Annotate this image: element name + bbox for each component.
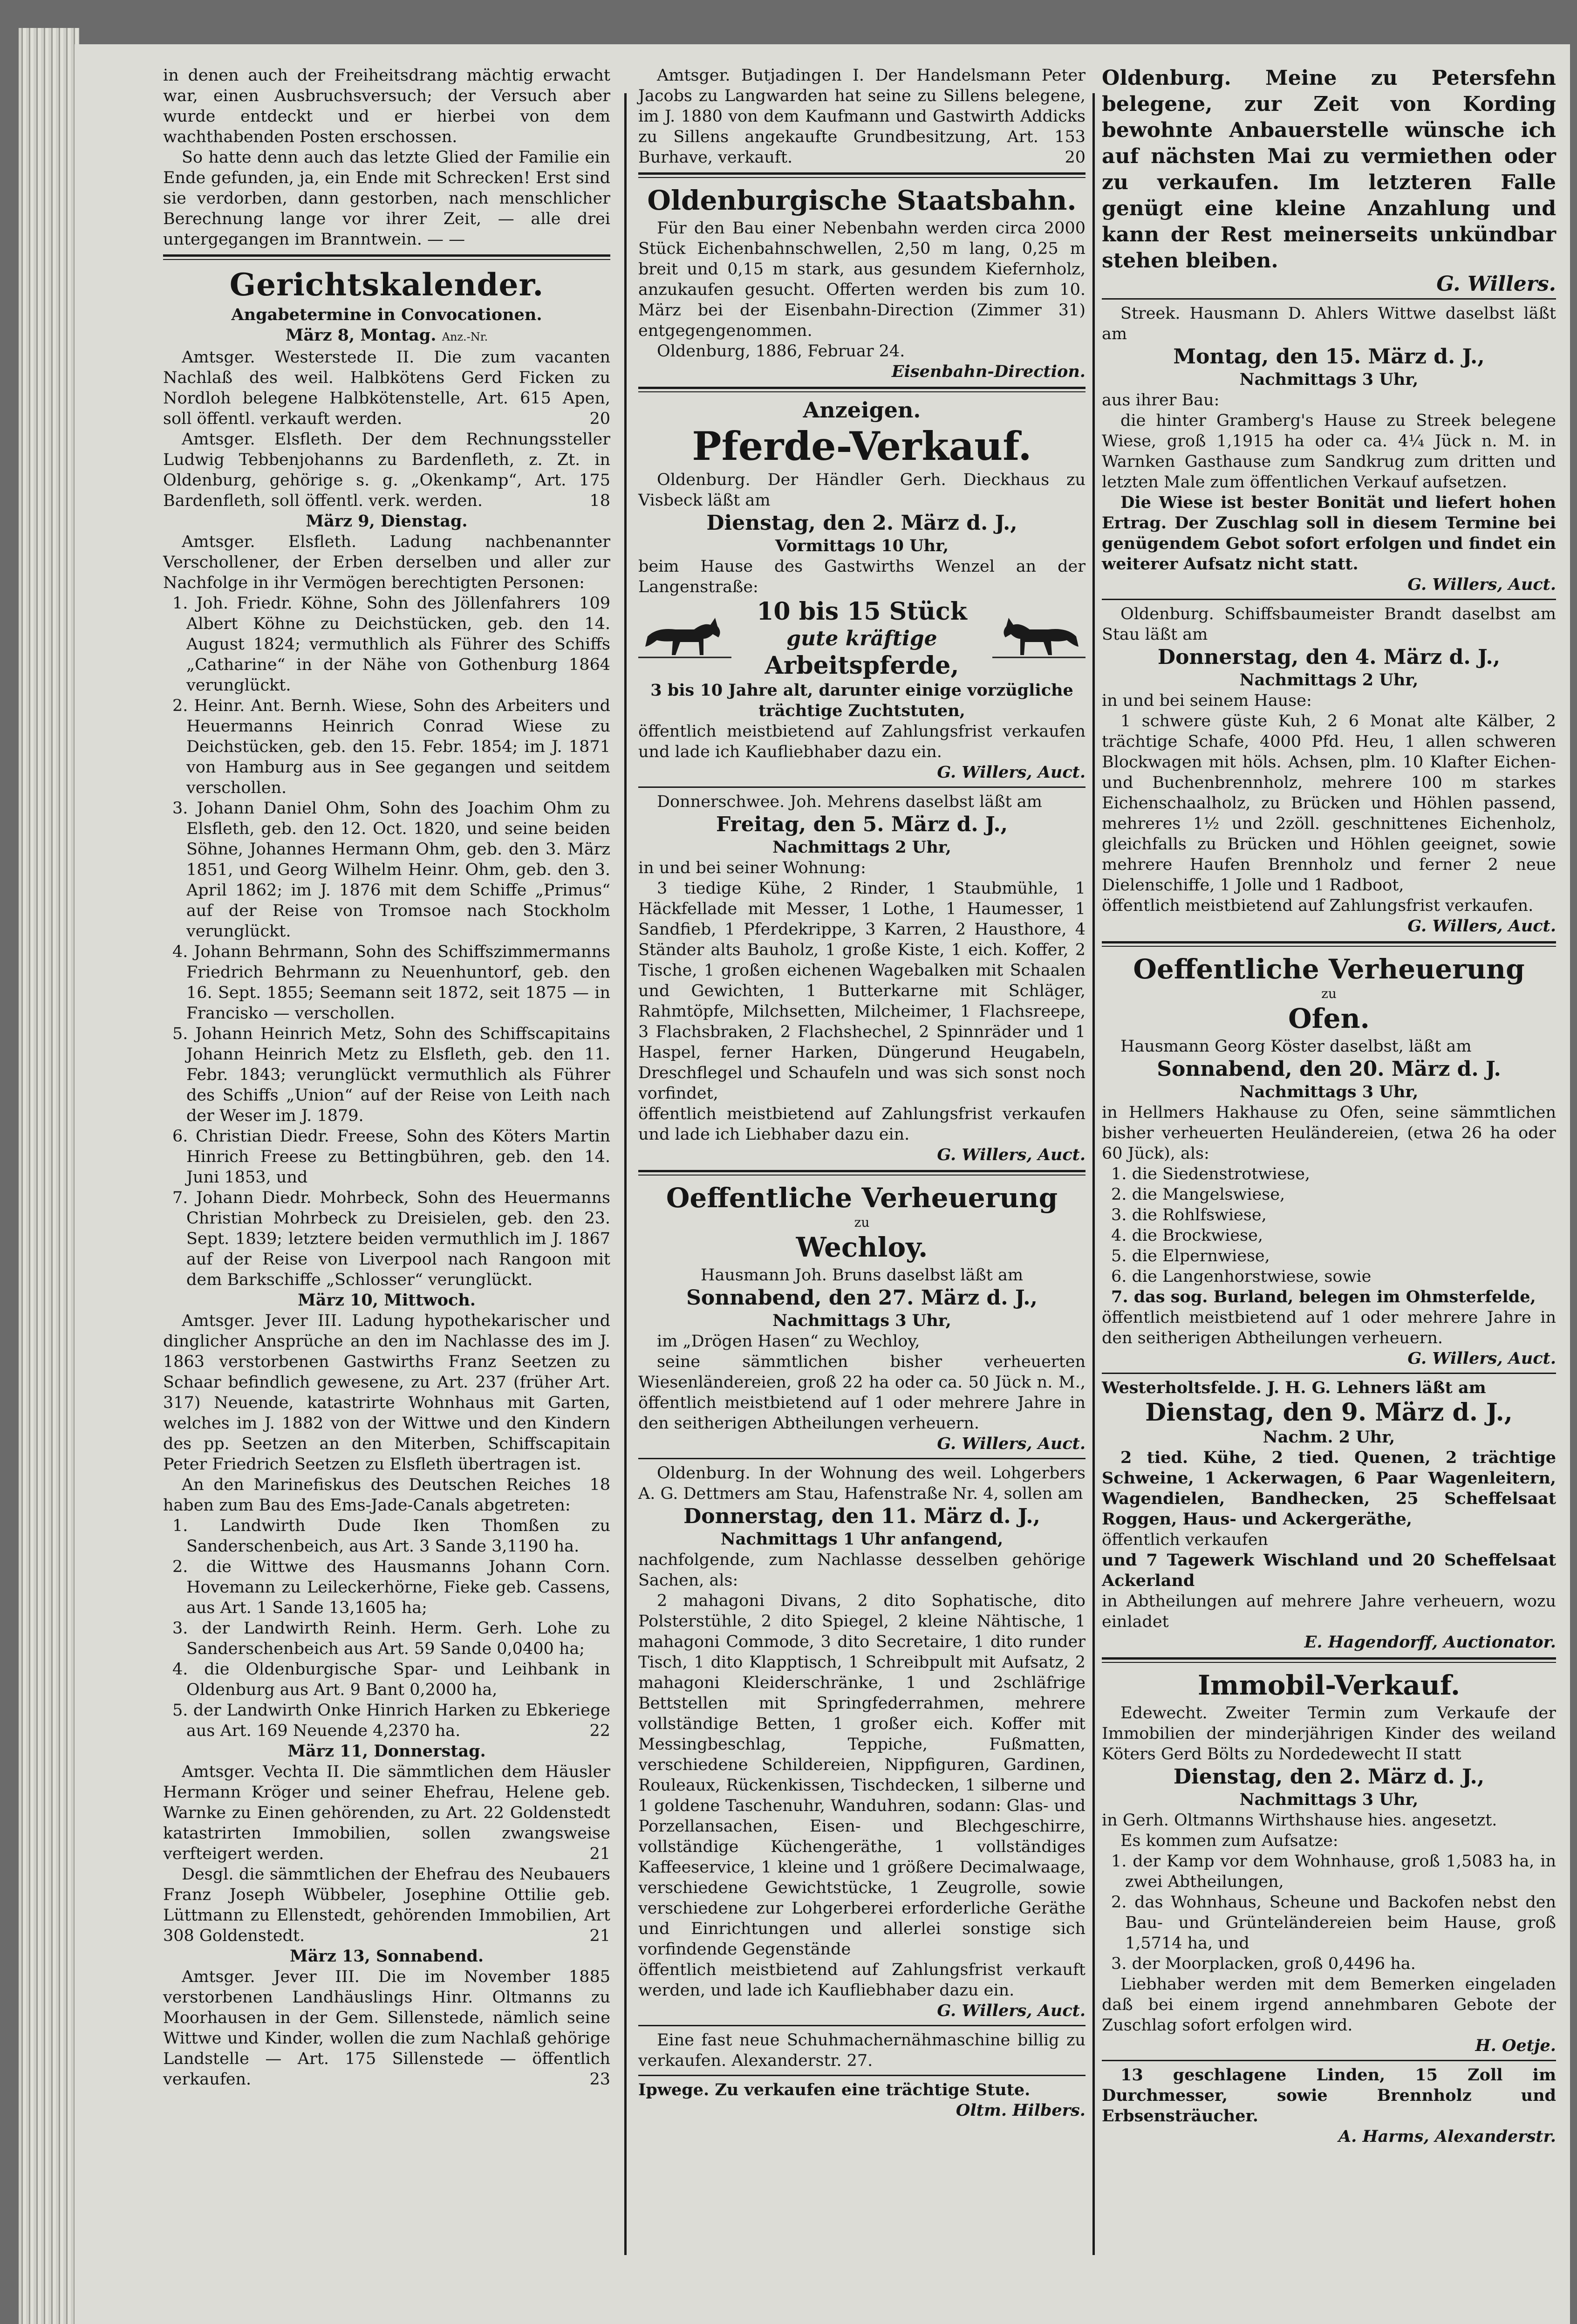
ad-text: und 7 Tagewerk Wischland und 20 Scheffelsaat Ackerland [1102, 1551, 1556, 1590]
ad-text: Streek. Hausmann D. Ahlers Wittwe daselbst läßt am [1102, 304, 1556, 343]
court-entry: Amtsger. Westerstede II. Die zum vacanten Nachlaß des weil. Halbkötens Gerd Ficken zu Nordloh belegene Halbkötenstelle, Art. 615 Apen, soll öffentl. verkauft werden. 20 [163, 348, 610, 428]
railway-title: Oldenburgische Staatsbahn. [647, 185, 1077, 216]
lease-zu: zu [1321, 986, 1337, 1001]
ad-text: Hausmann Joh. Bruns daselbst läßt am [700, 1266, 1024, 1285]
ad-text: 1 schwere güste Kuh, 2 6 Monat alte Kälber, 2 trächtige Schafe, 4000 Pfd. Heu, 1 allen schweren Blockwagen mit höls. Achsen, plm. 10 Klafter Eichen- und Buchenbrennholz, mehrere 100 m starkes Eichenschaalholz, zu Brücken und Höhlen passend, mehreres 1½ und 2zöll. geschnittenes Eichenholz, gleichfalls zu Brücken und Höhlen geeignet, sowie mehrere Haufen Brennholz und ferner 2 neue Dielenschiffe, 1 Jolle und 1 Radboot, [1102, 712, 1556, 895]
ad-time: Vormittags 10 Uhr, [775, 536, 949, 555]
ad-text: Hausmann Georg Köster daselbst, läßt am [1120, 1037, 1472, 1056]
lease-place: Ofen. [1288, 1003, 1370, 1034]
lease-place: Wechloy. [796, 1231, 928, 1263]
ad-date: Donnerstag, den 11. März d. J., [683, 1504, 1040, 1528]
ad-highlight: Arbeitspferde, [765, 651, 959, 680]
ad-date: Montag, den 15. März d. J., [1173, 345, 1485, 369]
ad-text: in Abtheilungen auf mehrere Jahre verheuern, wozu einladet [1102, 1592, 1556, 1631]
ad-text: öffentlich verkaufen [1102, 1531, 1268, 1549]
anz-nr-label: Anz.-Nr. [442, 330, 488, 343]
court-entry: Amtsger. Elsfleth. Der dem Rechnungssteller Ludwig Tebbenjohanns zu Bardenfleth, z. Zt. in Oldenburg, gehörige s. g. „Okenkamp“, Art. 175 Bardenfleth, soll öffentl. verk. werden. 18 [163, 430, 610, 510]
ad-text: Ipwege. Zu verkaufen eine trächtige Stute. Oltm. Hilbers. [638, 2080, 1085, 2120]
ad-signature: G. Willers. [1436, 272, 1556, 296]
auctioneer-signature: E. Hagendorff, Auctionator. [1304, 1633, 1556, 1652]
ad-date: Sonnabend, den 27. März d. J., [686, 1286, 1038, 1310]
court-entry: Amtsger. Elsfleth. Ladung nachbenannter Verschollener, der Erben derselben und aller zur Nachfolge in ihr Vermögen berechtigten Personen: 109 [163, 533, 610, 613]
ad-text: Es kommen zum Aufsatze: [1120, 1832, 1338, 1850]
ad-text: Oldenburg. In der Wohnung des weil. Lohgerbers A. G. Dettmers am Stau, Hafenstraße Nr. 4, sollen am [638, 1464, 1085, 1503]
section-rule [1102, 941, 1556, 947]
auctioneer-signature: G. Willers, Auct. [1407, 1349, 1556, 1368]
ads-heading: Anzeigen. [803, 397, 921, 423]
list-item: 1. Landwirth Dude Iken Thomßen zu Sanderschenbeich, aus Art. 3 Sande 3,1190 ha. [172, 1517, 610, 1556]
ad-text: Oldenburg. Schiffsbaumeister Brandt daselbst am Stau läßt am [1102, 605, 1556, 644]
ad-date: Dienstag, den 2. März d. J., [1173, 1765, 1485, 1789]
list-item: 1. Joh. Friedr. Köhne, Sohn des Jöllenfahrers Albert Köhne zu Deichstücken, geb. den 14. August 1824; vermuthlich als Führer des Schiffs „Catharine“ in der Nähe von Gothenburg 1864 verunglückt. [172, 594, 610, 695]
column-1 [163, 65, 610, 2090]
ad-text: Die Wiese ist bester Bonität und liefert hohen Ertrag. Der Zuschlag soll in diesem Termine bei genügendem Gebot sofort erfolgen und findet ein weiterer Aufsatz nicht statt. [1102, 493, 1556, 574]
date-heading: März 13, Sonnabend. [289, 1947, 484, 1966]
ad-rule [1102, 2060, 1556, 2061]
ad-text: im „Drögen Hasen“ zu Wechloy, [657, 1332, 920, 1351]
date-heading: März 9, Dienstag. [306, 512, 468, 531]
horse-sale-title: Pferde-Verkauf. [692, 423, 1032, 469]
intro-paragraph-2: So hatte denn auch das letzte Glied der Familie ein Ende gefunden, ja, ein Ende mit Schrecken! Erst sind sie verdorben, dann gestorben, nach menschlicher Berechnung lange vor ihrer Zeit, — alle drei untergegangen im Branntwein. — — [163, 148, 610, 249]
section-rule [1102, 1657, 1556, 1663]
ad-text: Edewecht. Zweiter Termin zum Verkaufe der Immobilien der minderjährigen Kinder des weiland Köters Gerd Bölts zu Nordedewecht II statt [1102, 1704, 1556, 1764]
section-rule [638, 387, 1085, 392]
ad-text: Westerholtsfelde. J. H. G. Lehners läßt am [1102, 1378, 1486, 1397]
court-entry: An den Marinefiskus des Deutschen Reiches haben zum Bau des Ems-Jade-Canals abgetreten: [163, 1476, 571, 1515]
date-heading: März 10, Mittwoch. [298, 1291, 476, 1310]
ad-highlight: gute kräftige [786, 627, 937, 650]
ad-text: in Hellmers Hakhause zu Ofen, seine sämmtlichen bisher verheuerten Heuländereien, (etwa 26 ha oder 60 Jück), als: [1102, 1103, 1556, 1163]
lease-title: Oeffentliche Verheuerung [1133, 953, 1525, 985]
list-item: 3. Johann Daniel Ohm, Sohn des Joachim Ohm zu Elsfleth, geb. den 12. Oct. 1820, und seine beiden Söhne, Johannes Hermann Ohm, geb. den 3. März 1851, und Georg Wilhelm Heinr. Ohm, geb. den 3. April 1862; im J. 1876 mit dem Schiffe „Primus“ auf der Reise von Tromsoe nach Stockholm verunglückt. [172, 799, 610, 941]
list-item: 3. der Landwirth Reinh. Herm. Gerh. Lohe zu Sanderschenbeich aus Art. 59 Sande 0,0400 ha; [172, 1619, 610, 1658]
ad-time: Nachmittags 2 Uhr, [1239, 670, 1419, 690]
ad-text: öffentlich meistbietend auf Zahlungsfrist verkaufen und lade ich Liebhaber dazu ein. [638, 1105, 1085, 1144]
ad-time: Nachmittags 3 Uhr, [772, 1311, 951, 1330]
section-rule [638, 172, 1085, 178]
list-item: 1. die Siedenstrotwiese, [1111, 1165, 1311, 1183]
list-item: 2. Heinr. Ant. Bernh. Wiese, Sohn des Arbeiters und Heuermanns Heinrich Conrad Wiese zu Deichstücken, geb. den 15. Febr. 1854; im J. 1871 von Hamburg aus in See gegangen und seitdem verschollen. [172, 697, 610, 797]
auctioneer-signature: G. Willers, Auct. [1407, 916, 1556, 936]
column-divider-1 [624, 93, 627, 2255]
ad-text: die hinter Gramberg's Hause zu Streek belegene Wiese, groß 1,1915 ha oder ca. 4¼ Jück n. M. in Warnken Gasthause zum Sandkrug zum dritten und letzten Male zum öffentlichen Verkauf aufsetzen. [1102, 411, 1556, 492]
ad-text: in Gerh. Oltmanns Wirthshause hies. angesetzt. [1102, 1811, 1497, 1830]
list-item: 1. der Kamp vor dem Wohnhause, groß 1,5083 ha, in zwei Abtheilungen, [1111, 1852, 1556, 1891]
ad-text: 2 mahagoni Divans, 2 dito Sophatische, dito Polsterstühle, 2 dito Spiegel, 2 kleine Nähtische, 1 mahagoni Commode, 3 dito Secretaire, 1 dito runder Tisch, 1 dito Klapptisch, 1 Schreibpult mit Aufsatz, 2 mahagoni Kleiderschränke, 1 und 2schläfrige Bettstellen mit Springfederrahmen, mehrere vollständige Betten, 1 großer eich. Koffer mit Messingbeschlag, Teppiche, Fußmatten, verschiedene Schildereien, Nippfiguren, Gardinen, Rouleaux, Rückenkissen, Tischdecken, 1 silberne und 1 goldene Taschenuhr, Wanduhren, sodann: Glas- und Porzellansachen, Eisen- und Blechgeschirre, vollständige Küchengeräthe, 1 vollständiges Kaffeeservice, 1 kleine und 1 größere Decimalwaage, verschiedene Gewichtstücke, 1 Zeugrolle, sowie verschiedene zur Lohgerberei erforderliche Geräthe und Einrichtungen und allerlei sonstige sich vorfindende Gegenstände [638, 1592, 1085, 1959]
list-item: 7. das sog. Burland, belegen im Ohmsterfelde, [1111, 1287, 1536, 1306]
court-entry: Amtsger. Jever III. Ladung hypothekarischer und dinglicher Ansprüche an den im Nachlasse des im J. 1863 verstorbenen Gastwirths Franz Seetzen zu Schaar befindlich gewesene, zu Art. 237 (früher Art. 317) Neuende, katastrirte Wohnhaus mit Garten, welches im J. 1882 von der Wittwe und den Kindern des pp. Seetzen an den Miterben, Schiffscapitain Peter Friedrich Seetzen zu Elsfleth übertragen ist. 18 [163, 1312, 610, 1494]
list-item: 3. die Rohlfswiese, [1111, 1206, 1267, 1224]
ad-signature: A. Harms, Alexanderstr. [1338, 2127, 1556, 2146]
list-item: 7. Johann Diedr. Mohrbeck, Sohn des Heuermanns Christian Mohrbeck zu Dreisielen, geb. den 23. Sept. 1839; letztere beiden vermuthlich im J. 1867 auf der Reise von Liverpool nach Rangoon mit dem Barkschiffe „Schlosser“ verunglückt. [172, 1189, 610, 1289]
ad-text: öffentlich meistbietend auf Zahlungsfrist verkauft werden, und lade ich Kaufliebhaber dazu ein. [638, 1961, 1085, 2000]
ad-text: öffentlich meistbietend auf Zahlungsfrist verkaufen und lade ich Kaufliebhaber dazu ein. [638, 722, 1085, 761]
auctioneer-signature: G. Willers, Auct. [937, 1434, 1085, 1453]
auctioneer-signature: G. Willers, Auct. [937, 763, 1085, 782]
railway-signature: Eisenbahn-Direction. [891, 362, 1085, 381]
ad-rule [638, 1458, 1085, 1459]
lease-title: Oeffentliche Verheuerung [666, 1182, 1058, 1214]
ad-rule [638, 786, 1085, 788]
book-spine [19, 28, 79, 2324]
date-heading: März 11, Donnerstag. [287, 1742, 486, 1761]
list-item: 5. der Landwirth Onke Hinrich Harken zu Ebkeriege aus Art. 169 Neuende 4,2370 ha. 22 [172, 1701, 610, 1740]
list-item: 6. Christian Diedr. Freese, Sohn des Köters Martin Hinrich Freese zu Bettingbühren, geb. den 14. Juni 1853, und [172, 1127, 610, 1187]
column-divider-2 [1092, 93, 1095, 2255]
court-entry: Amtsger. Butjadingen I. Der Handelsmann Peter Jacobs zu Langwarden hat seine zu Sillens belegene, im J. 1880 von dem Kaufmann und Gastwirth Addicks zu Sillens angekaufte Grundbesitzung, Art. 153 Burhave, verkauft. 20 [638, 66, 1085, 167]
ad-time: Nachm. 2 Uhr, [1263, 1428, 1395, 1447]
ad-rule [1102, 298, 1556, 300]
list-item: 2. die Mangelswiese, [1111, 1185, 1285, 1204]
ad-text: Liebhaber werden mit dem Bemerken eingeladen daß bei einem irgend annehmbaren Gebote der Zuschlag sofort erfolgen wird. [1102, 1975, 1556, 2035]
horse-icon [638, 613, 731, 664]
ad-text: 13 geschlagene Linden, 15 Zoll im Durchmesser, sowie Brennholz und Erbsensträucher. [1102, 2065, 1556, 2126]
lease-zu: zu [854, 1215, 870, 1230]
list-item: 4. Johann Behrmann, Sohn des Schiffszimmermanns Friedrich Behrmann zu Neuenhuntorf, geb. den 16. Sept. 1855; Seemann seit 1872, seit 1875 — in Francisko — verschollen. [172, 943, 610, 1023]
list-item: 3. der Moorplacken, groß 0,4496 ha. [1111, 1955, 1416, 1973]
ad-text: in und bei seiner Wohnung: [638, 859, 866, 877]
column-3 [1102, 65, 1556, 2147]
ad-text: öffentlich meistbietend auf 1 oder mehrere Jahre in den seitherigen Abtheilungen verheuern. [1102, 1308, 1556, 1347]
ad-date: Freitag, den 5. März d. J., [716, 813, 1008, 836]
ad-highlight: 10 bis 15 Stück [757, 597, 967, 626]
auctioneer-signature: G. Willers, Auct. [1407, 575, 1556, 594]
column-2 [638, 65, 1085, 2121]
horse-ad-box [757, 597, 967, 680]
section-rule [638, 1170, 1085, 1176]
court-entry: Desgl. die sämmtlichen der Ehefrau des Neubauers Franz Joseph Wübbeler, Josephine Ottilie geb. Lüttmann zu Ellenstedt, gehörenden Immobilien, Art 308 Goldenstedt. 21 [163, 1865, 610, 1945]
list-item: 5. die Elpernwiese, [1111, 1247, 1270, 1265]
court-entry: Amtsger. Jever III. Die im November 1885 verstorbenen Landhäuslings Hinr. Oltmanns zu Moorhausen in der Gem. Sillenstede, nämlich seine Wittwe und Kinder, wollen die zum Nachlaß gehörige Landstelle — Art. 175 Sillenstede — öffentlich verkaufen. 23 [163, 1968, 610, 2089]
ad-text: Donnerschwee. Joh. Mehrens daselbst läßt am [657, 793, 1042, 811]
railway-text: Für den Bau einer Nebenbahn werden circa 2000 Stück Eichenbahnschwellen, 2,50 m lang, 0,25 m breit und 0,15 m stark, aus gesundem Kiefernholz, anzukaufen gesucht. Offerten werden bis zum 10. März bei der Eisenbahn-Direction (Zimmer 31) entgegengenommen. [638, 219, 1085, 340]
section-subtitle: Angabetermine in Convocationen. [231, 305, 542, 324]
ad-text: 2 tied. Kühe, 2 tied. Quenen, 2 trächtige Schweine, 1 Ackerwagen, 6 Paar Wagenleitern, Wagendielen, Bandhecken, 25 Scheffelsaat Roggen, Haus- und Ackergeräthe, [1102, 1448, 1556, 1529]
ad-text: seine sämmtlichen bisher verheuerten Wiesenländereien, groß 22 ha oder ca. 50 Jück n. M., öffentlich meistbietend auf 1 oder mehrere Jahre in den seitherigen Abtheilungen verheuern. [638, 1353, 1085, 1433]
court-entry: Amtsger. Vechta II. Die sämmtlichen dem Häusler Hermann Kröger und seiner Ehefrau, Helene geb. Warnke zu Einen gehörenden, zu Art. 22 Goldenstedt katastrirten Immobilien, sollen zwangsweise verfteigert werden. 21 [163, 1763, 610, 1863]
ad-date: Donnerstag, den 4. März d. J., [1157, 645, 1501, 669]
ad-date: Sonnabend, den 20. März d. J. [1157, 1057, 1501, 1081]
ad-time: Nachmittags 3 Uhr, [1239, 1082, 1419, 1101]
horse-illustration-row [638, 597, 1085, 680]
railway-date: Oldenburg, 1886, Februar 24. [657, 342, 905, 361]
list-item: 4. die Oldenburgische Spar- und Leihbank in Oldenburg aus Art. 9 Bant 0,2000 ha, [172, 1660, 610, 1699]
horse-icon [992, 613, 1085, 664]
auctioneer-signature: G. Willers, Auct. [937, 1145, 1085, 1164]
ad-text: Oldenburg. Der Händler Gerh. Dieckhaus zu Visbeck läßt am [638, 471, 1085, 510]
rental-ad: Oldenburg. Meine zu Petersfehn belegene, zur Zeit von Kording bewohnte Anbauerstelle wünsche ich auf nächsten Mai zu vermiethen oder zu verkaufen. Im letzteren Falle genügt eine kleine Anzahlung und kann der Rest meinerseits unkündbar stehen bleiben. [1102, 66, 1556, 273]
ad-rule [638, 2025, 1085, 2026]
auctioneer-signature: G. Willers, Auct. [937, 2001, 1085, 2020]
list-item: 2. die Wittwe des Hausmanns Johann Corn. Hovemann zu Leileckerhörne, Fieke geb. Cassens, aus Art. 1 Sande 13,1605 ha; [172, 1558, 610, 1617]
ad-text: aus ihrer Bau: [1102, 391, 1220, 410]
ad-time: Nachmittags 2 Uhr, [772, 838, 951, 857]
intro-paragraph: in denen auch der Freiheitsdrang mächtig erwacht war, einen Ausbruchsversuch; der Versuch aber wurde entdeckt und er hierbei von dem wachthabenden Posten erschossen. [163, 66, 610, 146]
ad-date: Dienstag, den 9. März d. J., [1145, 1398, 1513, 1427]
list-item: 5. Johann Heinrich Metz, Sohn des Schiffscapitains Johann Heinrich Metz zu Elsfleth, geb. den 11. Febr. 1843; verunglückt vermuthlich als Führer des Schiffs „Union“ auf der Reise von Leith nach der Weser im J. 1879. [172, 1025, 610, 1125]
date-heading: März 8, Montag. Anz.-Nr. [285, 326, 488, 345]
ad-time: Nachmittags 3 Uhr, [1239, 370, 1419, 389]
ad-text: 3 bis 10 Jahre alt, darunter einige vorzügliche trächtige Zuchtstuten, [650, 681, 1073, 720]
ad-rule [1102, 599, 1556, 600]
ad-date: Dienstag, den 2. März d. J., [706, 511, 1017, 535]
ad-signature: H. Oetje. [1475, 2036, 1556, 2055]
ad-text: beim Hause des Gastwirths Wenzel an der Langenstraße: [638, 557, 1085, 596]
list-item: 2. das Wohnhaus, Scheune und Backofen nebst den Bau- und Grünteländereien beim Hause, groß 1,5714 ha, und [1111, 1893, 1556, 1953]
ad-text: in und bei seinem Hause: [1102, 691, 1312, 710]
property-sale-title: Immobil-Verkauf. [1197, 1669, 1461, 1701]
section-rule [163, 254, 610, 260]
ad-text: nachfolgende, zum Nachlasse desselben gehörige Sachen, als: [638, 1551, 1085, 1590]
ad-text: öffentlich meistbietend auf Zahlungsfrist verkaufen. [1102, 896, 1534, 915]
ad-rule [638, 2075, 1085, 2076]
ad-time: Nachmittags 1 Uhr anfangend, [720, 1530, 1004, 1549]
ad-text: Eine fast neue Schuhmachernähmaschine billig zu verkaufen. Alexanderstr. 27. [638, 2031, 1085, 2070]
section-title: Gerichtskalender. [229, 267, 544, 303]
list-item: 4. die Brockwiese, [1111, 1226, 1263, 1245]
ad-text: 3 tiedige Kühe, 2 Rinder, 1 Staubmühle, 1 Häckfellade mit Messer, 1 Lothe, 1 Haumesser, 1 Sandfieb, 1 Pferdekrippe, 3 Karren, 2 Hausthore, 4 Ständer alts Bauholz, 1 große Kiste, 1 eich. Koffer, 2 Tische, 1 großen eichenen Wagebalken mit Schaalen und Gewichten, 1 Butterkarne mit Schläger, Rahmtöpfe, Milchsetten, Milcheimer, 1 Flachsreepe, 3 Flachsbraken, 2 Flachshechel, 2 Spinnräder und 1 Haspel, ferner Harken, Düngerund Heugabeln, Dreschflegel und Schaufeln und was sich sonst noch vorfindet, [638, 879, 1085, 1103]
ad-time: Nachmittags 3 Uhr, [1239, 1790, 1419, 1809]
list-item: 6. die Langenhorstwiese, sowie [1111, 1267, 1372, 1286]
ad-rule [1102, 1373, 1556, 1374]
